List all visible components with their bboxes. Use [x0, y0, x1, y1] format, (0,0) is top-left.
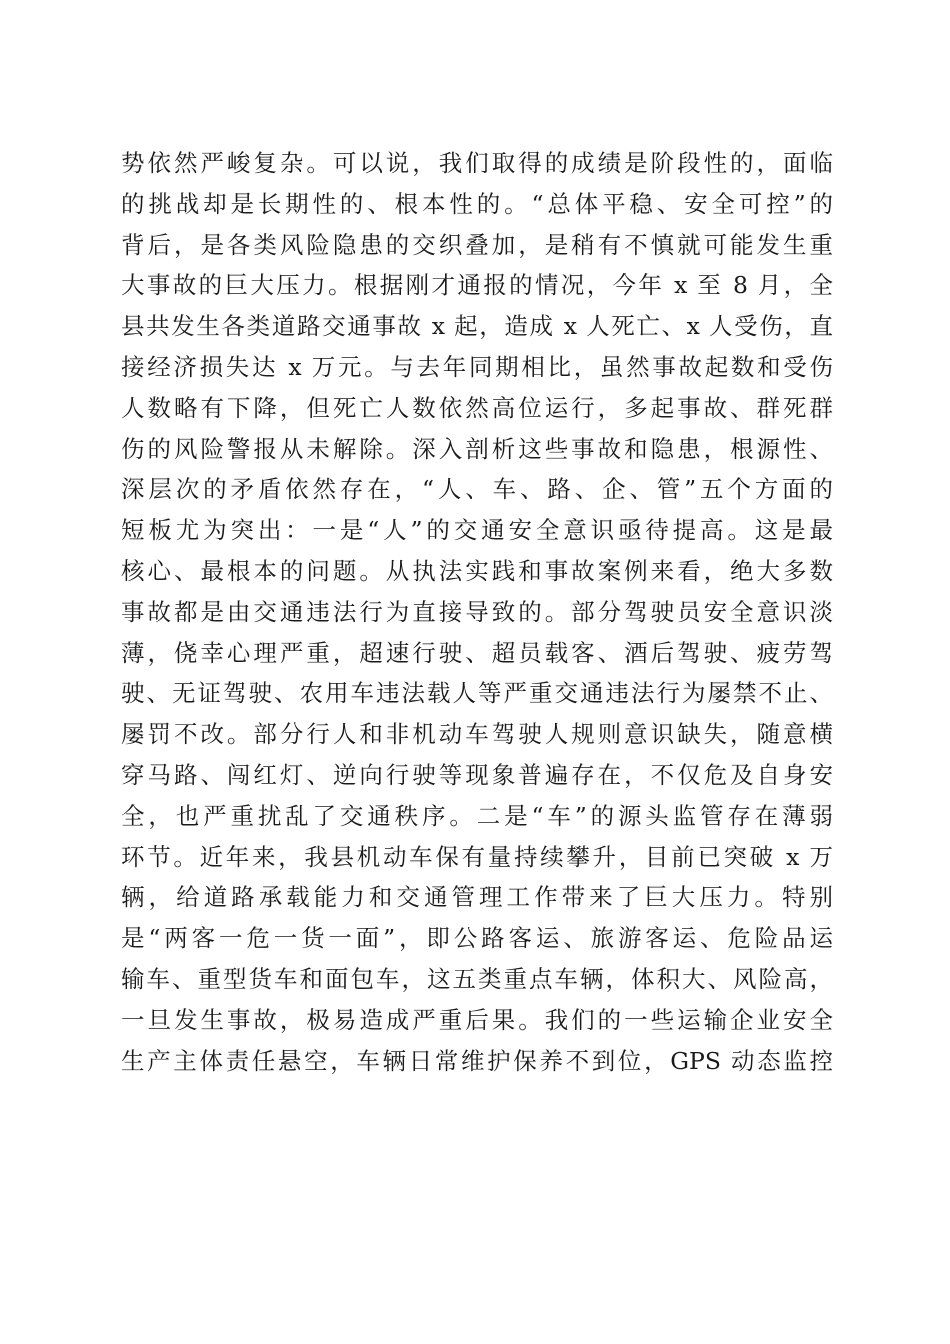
text-line-17: 全，也严重扰乱了交通秩序。二是“车”的源头监管存在薄弱: [121, 801, 833, 830]
text-line-4: 大事故的巨大压力。根据刚才通报的情况，今年 x 至 8 月，全: [121, 271, 833, 300]
text-line-8: 伤的风险警报从未解除。深入剖析这些事故和隐患，根源性、: [121, 434, 833, 463]
text-line-1: 势依然严峻复杂。可以说，我们取得的成绩是阶段性的，面临: [121, 149, 833, 177]
text-line-7: 人数略有下降，但死亡人数依然高位运行，多起事故、群死群: [121, 393, 833, 422]
text-line-10: 短板尤为突出：一是“人”的交通安全意识亟待提高。这是最: [121, 516, 833, 545]
text-line-22: 一旦发生事故，极易造成严重后果。我们的一些运输企业安全: [121, 1005, 833, 1034]
text-line-21: 输车、重型货车和面包车，这五类重点车辆，体积大、风险高，: [121, 964, 833, 993]
text-line-19: 辆，给道路承载能力和交通管理工作带来了巨大压力。特别: [121, 883, 833, 912]
text-line-13: 薄，侥幸心理严重，超速行驶、超员载客、酒后驾驶、疲劳驾: [121, 638, 833, 667]
text-line-14: 驶、无证驾驶、农用车违法载人等严重交通违法行为屡禁不止、: [121, 679, 833, 708]
text-line-18: 环节。近年来，我县机动车保有量持续攀升，目前已突破 x 万: [121, 842, 833, 871]
body-paragraph: [121, 143, 833, 1081]
text-line-15: 屡罚不改。部分行人和非机动车驾驶人规则意识缺失，随意横: [121, 720, 833, 749]
text-line-16: 穿马路、闯红灯、逆向行驶等现象普遍存在，不仅危及自身安: [121, 760, 833, 789]
text-line-11: 核心、最根本的问题。从执法实践和事故案例来看，绝大多数: [121, 556, 833, 585]
text-line-6: 接经济损失达 x 万元。与去年同期相比，虽然事故起数和受伤: [121, 352, 833, 381]
text-line-2: 的挑战却是长期性的、根本性的。“总体平稳、安全可控”的: [121, 189, 833, 218]
text-line-5: 县共发生各类道路交通事故 x 起，造成 x 人死亡、x 人受伤，直: [121, 312, 833, 341]
text-line-9: 深层次的矛盾依然存在，“人、车、路、企、管”五个方面的: [121, 475, 833, 504]
text-line-3: 背后，是各类风险隐患的交织叠加，是稍有不慎就可能发生重: [121, 230, 833, 259]
text-line-20: 是“两客一危一货一面”，即公路客运、旅游客运、危险品运: [121, 924, 833, 953]
text-line-12: 事故都是由交通违法行为直接导致的。部分驾驶员安全意识淡: [121, 597, 833, 626]
text-line-23: 生产主体责任悬空，车辆日常维护保养不到位，GPS 动态监控: [121, 1046, 833, 1075]
